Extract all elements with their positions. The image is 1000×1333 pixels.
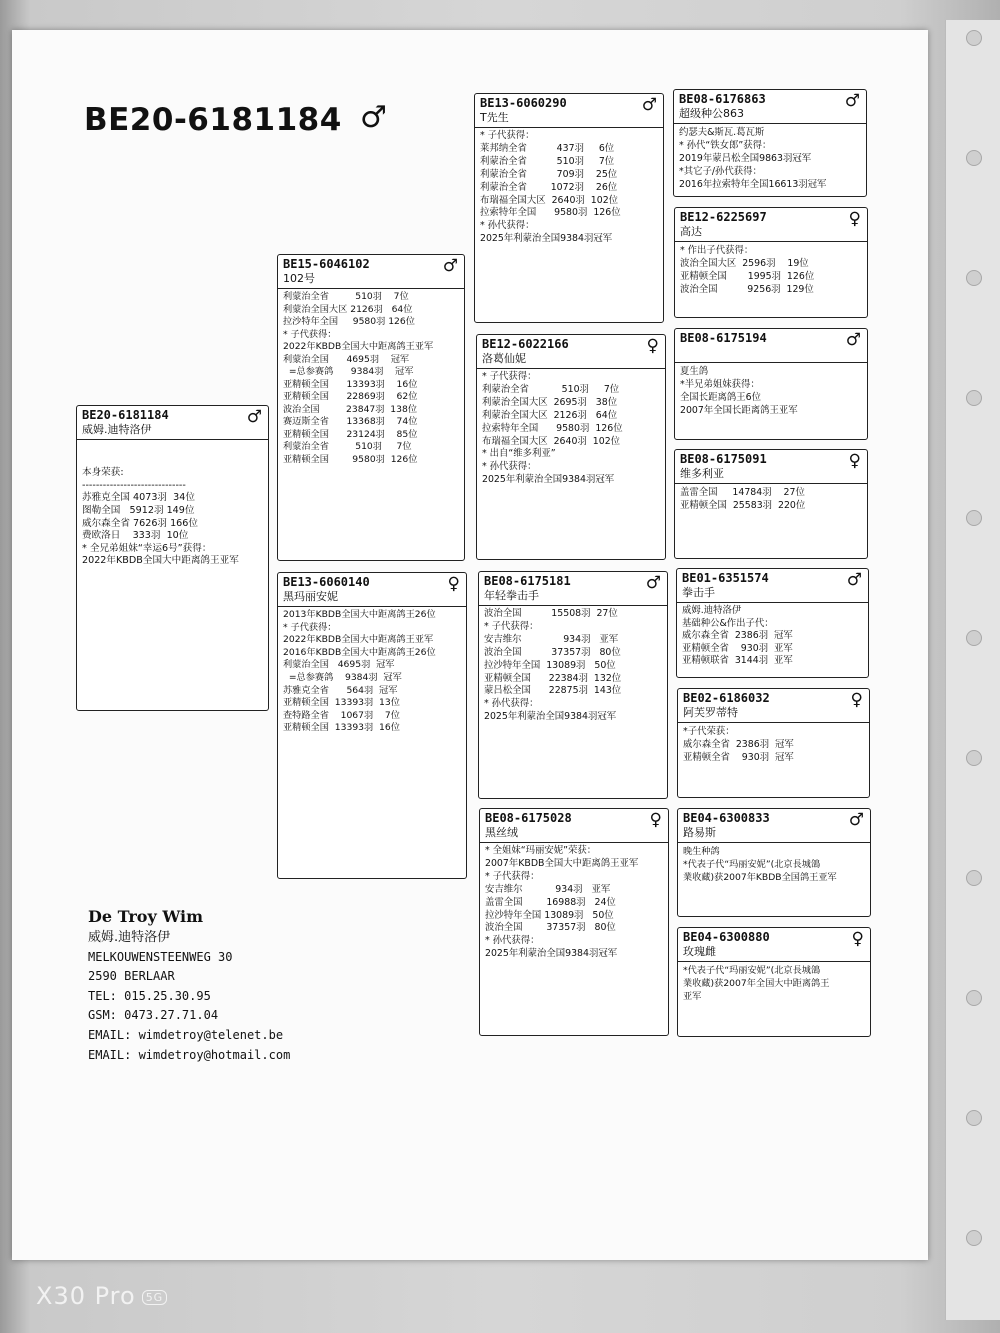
card-sire-sire bbox=[474, 93, 664, 323]
pigeon-name: 黑丝绒 bbox=[480, 825, 668, 843]
pigeon-name: 超级种公863 bbox=[674, 106, 866, 124]
breeder-email-2: EMAIL: wimdetroy@hotmail.com bbox=[88, 1047, 291, 1062]
ring-number: BE02-6186032 bbox=[683, 691, 770, 705]
binder-hole bbox=[966, 1230, 982, 1246]
pigeon-name: 维多利亚 bbox=[675, 466, 867, 484]
breeder-contact bbox=[88, 906, 290, 1065]
pigeon-results: * 子代获得： 莱邦纳全省 437羽 6位 利蒙治全省 510羽 7位 利蒙治全省 709羽 25位 利蒙治全省 1072羽 26位 布瑞福全国大区 2640羽 102位 拉索特年全国 9580羽 126位 * 孙代获得： 2025年利蒙治全国9384羽冠军 bbox=[480, 130, 621, 245]
female-symbol-icon: ♀ bbox=[848, 209, 861, 229]
breeder-name: De Troy Wim bbox=[88, 907, 204, 926]
pigeon-name: 阿芙罗蒂特 bbox=[678, 705, 869, 723]
card-dds bbox=[677, 808, 871, 917]
card-ddd bbox=[677, 927, 871, 1037]
pigeon-name: 威姆.迪特洛伊 bbox=[77, 422, 268, 440]
ring-number: BE08-6176863 bbox=[679, 92, 766, 106]
pigeon-name: 高达 bbox=[675, 224, 867, 242]
female-symbol-icon: ♀ bbox=[851, 929, 864, 949]
binder-hole bbox=[966, 870, 982, 886]
female-symbol-icon: ♀ bbox=[649, 810, 662, 830]
card-sdd bbox=[674, 449, 868, 559]
pigeon-results: * 作出子代获得： 波治全国大区 2596羽 19位 亚精顿全国 1995羽 126位 波治全国 9256羽 129位 bbox=[680, 245, 815, 295]
male-symbol-icon: ♂ bbox=[846, 570, 862, 590]
card-dam-dam bbox=[479, 808, 669, 1036]
card-dam bbox=[277, 572, 467, 879]
pigeon-name: 黑玛丽安妮 bbox=[278, 589, 466, 607]
camera-badge: 5G bbox=[142, 1290, 168, 1305]
pigeon-name: 玫瑰雌 bbox=[678, 944, 870, 962]
pigeon-results: 本身荣获: ------------------------------ 苏雅克全国 4073羽 34位 图勒全国 5912羽 149位 威尔森全省 7626羽 166位 费欧洛日 333羽 10位 * 全兄弟姐妹“幸运6号”获得： 2022年KBDB全国大中距离鸽王亚军 bbox=[82, 467, 239, 567]
binder-hole bbox=[966, 270, 982, 286]
breeder-tel: TEL: 015.25.30.95 bbox=[88, 988, 211, 1003]
male-symbol-icon: ♂ bbox=[844, 91, 860, 111]
pigeon-results: 威姆.迪特洛伊 基础种公&作出子代： 威尔森全省 2386羽 冠军 亚精顿全省 930羽 亚军 亚精顿联省 3144羽 亚军 bbox=[682, 605, 793, 667]
card-subject bbox=[76, 405, 269, 711]
ring-number: BE01-6351574 bbox=[682, 571, 769, 585]
pigeon-results: 约瑟夫&斯瓦.葛瓦斯 * 孙代“铁女郎”获得： 2019年蒙吕松全国9863羽冠军 *其它子/孙代获得： 2016年拉索特年全国16613羽冠军 bbox=[679, 127, 827, 190]
breeder-gsm: GSM: 0473.27.71.04 bbox=[88, 1008, 219, 1023]
ring-number: BE12-6022166 bbox=[482, 337, 569, 351]
female-symbol-icon: ♀ bbox=[646, 336, 659, 356]
pigeon-results: 晚生种鸽 *代表子代“玛丽安妮”(北京長城鴿 業收藏)获2007年KBDB全国鸽王亚军 bbox=[683, 846, 837, 883]
ring-number: BE15-6046102 bbox=[283, 257, 370, 271]
card-dsd bbox=[677, 688, 870, 798]
male-symbol-icon: ♂ bbox=[442, 256, 458, 276]
ring-number: BE13-6060290 bbox=[480, 96, 567, 110]
breeder-email-1: EMAIL: wimdetroy@telenet.be bbox=[88, 1027, 284, 1042]
binder-hole bbox=[966, 630, 982, 646]
binder-holes-strip bbox=[945, 20, 1000, 1320]
pigeon-results: 利蒙治全省 510羽 7位 利蒙治全国大区 2126羽 64位 拉沙特年全国 9580羽 126位 * 子代获得： 2022年KBDB全国大中距离鸽王亚军 利蒙治全国 4695羽 冠军 =总参赛鸽 9384羽 冠军 亚精顿全国 13393羽 16位 亚精顿全国 22869羽 62位 波治全国 23847羽 138位 赛迈斯全省 13368羽 74位 亚精顿全国 23124羽 85位 利蒙治全省 510羽 7位 亚精顿全国 9580羽 126位 bbox=[283, 291, 434, 465]
pigeon-name: T先生 bbox=[475, 110, 663, 128]
pigeon-name: 洛葛仙妮 bbox=[477, 351, 665, 369]
male-symbol-icon: ♂ bbox=[360, 100, 387, 135]
card-sds bbox=[674, 328, 868, 440]
pigeon-name: 路易斯 bbox=[678, 825, 870, 843]
ring-number: BE13-6060140 bbox=[283, 575, 370, 589]
pigeon-name: 拳击手 bbox=[677, 585, 868, 603]
pigeon-results: 盖雷全国 14784羽 27位 亚精顿全国 25583羽 220位 bbox=[680, 487, 806, 511]
female-symbol-icon: ♀ bbox=[850, 690, 863, 710]
card-sire bbox=[277, 254, 465, 561]
breeder-street: MELKOUWENSTEENWEG 30 bbox=[88, 949, 233, 964]
pigeon-results: 2013年KBDB全国大中距离鸽王26位 * 子代获得： 2022年KBDB全国大中距离鸽王亚军 2016年KBDB全国大中距离鸽王26位 利蒙治全国 4695羽 冠军 =总参赛鸽 9384羽 冠军 苏雅克全省 564羽 冠军 亚精顿全国 13393羽 13位 查特路全省 1067羽 7位 亚精顿全国 13393羽 16位 bbox=[283, 609, 436, 734]
ring-number: BE08-6175028 bbox=[485, 811, 572, 825]
pigeon-name: 102号 bbox=[278, 271, 464, 289]
breeder-name-chinese: 威姆.迪特洛伊 bbox=[88, 930, 171, 945]
female-symbol-icon: ♀ bbox=[447, 574, 460, 594]
pigeon-results: *代表子代“玛丽安妮”(北京長城鴿 業收藏)获2007年全国大中距离鸽王 亚军 bbox=[683, 965, 830, 1002]
pigeon-results: 夏生鸽 *半兄弟姐妹获得： 全国长距离鸽王6位 2007年全国长距离鸽王亚军 bbox=[680, 366, 798, 416]
card-sss bbox=[673, 89, 867, 197]
ring-number: BE08-6175194 bbox=[680, 331, 767, 345]
pigeon-name-empty bbox=[675, 345, 867, 363]
breeder-city: 2590 BERLAAR bbox=[88, 969, 175, 984]
card-sire-dam bbox=[476, 334, 666, 560]
male-symbol-icon: ♂ bbox=[246, 407, 262, 427]
binder-hole bbox=[966, 150, 982, 166]
pigeon-results: *子代荣获： 威尔森全省 2386羽 冠军 亚精顿全省 930羽 冠军 bbox=[683, 726, 794, 763]
binder-hole bbox=[966, 390, 982, 406]
male-symbol-icon: ♂ bbox=[645, 573, 661, 593]
page-title: BE20-6181184 bbox=[84, 102, 342, 138]
pigeon-results: * 全姐妹“玛丽安妮”荣获： 2007年KBDB全国大中距离鸽王亚军 * 子代获得： 安吉维尔 934羽 亚军 盖雷全国 16988羽 24位 拉沙特年全国 13089羽 50位 波治全国 37357羽 80位 * 孙代获得： 2025年利蒙治全国9384羽冠军 bbox=[485, 845, 639, 960]
binder-hole bbox=[966, 1110, 982, 1126]
camera-label: X30 Pro bbox=[36, 1282, 136, 1310]
pigeon-results: * 子代获得： 利蒙治全省 510羽 7位 利蒙治全国大区 2695羽 38位 利蒙治全国大区 2126羽 64位 拉索特年全国 9580羽 126位 布瑞福全国大区 2640羽 102位 * 出自“维多利亚” * 孙代获得： 2025年利蒙治全国9384羽冠军 bbox=[482, 371, 623, 486]
pigeon-results: 波治全国 15508羽 27位 * 子代获得： 安吉维尔 934羽 亚军 波治全国 37357羽 80位 拉沙特年全国 13089羽 50位 亚精顿全国 22384羽 132位 蒙吕松全国 22875羽 143位 * 孙代获得： 2025年利蒙治全国9384羽冠军 bbox=[484, 608, 622, 723]
binder-hole bbox=[966, 30, 982, 46]
binder-hole bbox=[966, 750, 982, 766]
male-symbol-icon: ♂ bbox=[848, 810, 864, 830]
ring-number: BE08-6175091 bbox=[680, 452, 767, 466]
ring-number: BE20-6181184 bbox=[82, 408, 169, 422]
ring-number: BE12-6225697 bbox=[680, 210, 767, 224]
card-ssd bbox=[674, 207, 868, 318]
ring-number: BE08-6175181 bbox=[484, 574, 571, 588]
female-symbol-icon: ♀ bbox=[848, 451, 861, 471]
binder-hole bbox=[966, 990, 982, 1006]
pigeon-name: 年轻拳击手 bbox=[479, 588, 667, 606]
male-symbol-icon: ♂ bbox=[845, 330, 861, 350]
binder-hole bbox=[966, 510, 982, 526]
ring-number: BE04-6300833 bbox=[683, 811, 770, 825]
card-dss bbox=[676, 568, 869, 678]
camera-watermark bbox=[36, 1282, 167, 1310]
male-symbol-icon: ♂ bbox=[641, 95, 657, 115]
ring-number: BE04-6300880 bbox=[683, 930, 770, 944]
card-dam-sire bbox=[478, 571, 668, 799]
